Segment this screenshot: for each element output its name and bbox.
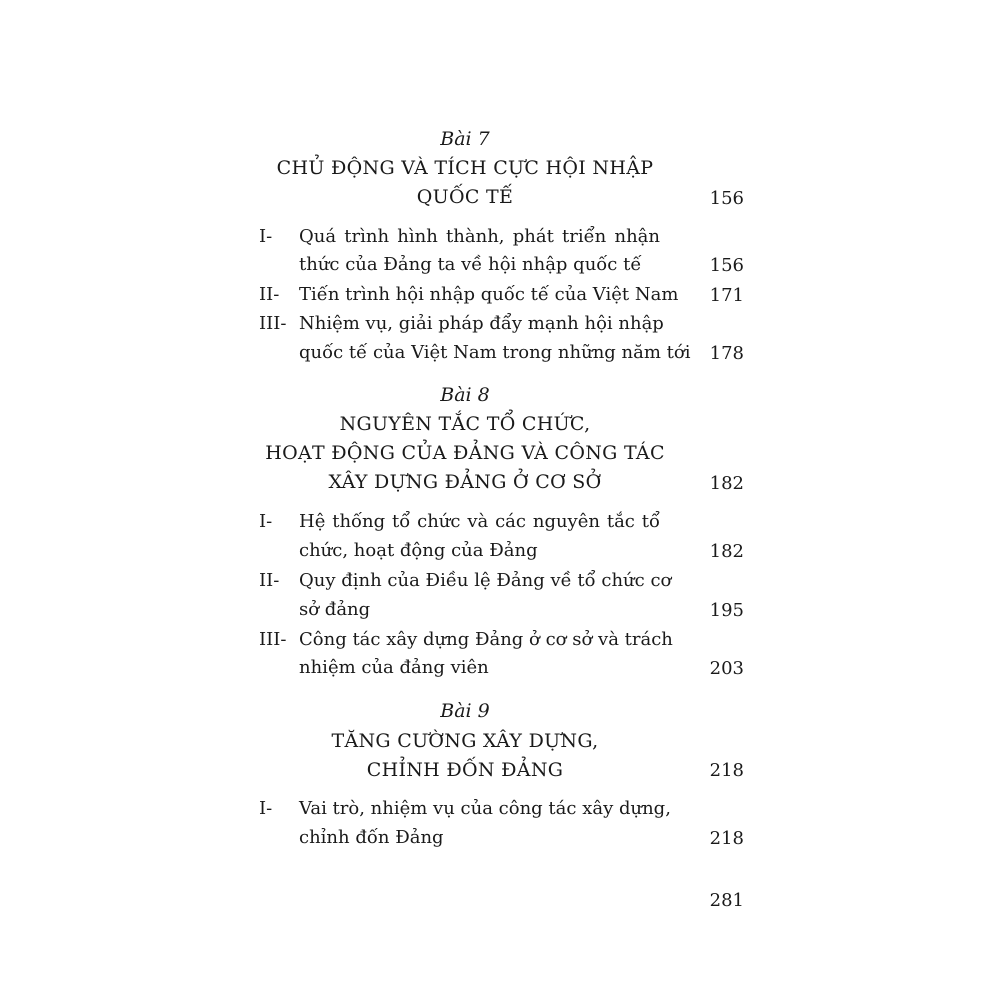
lesson-label: Bài 8	[440, 384, 490, 406]
section-number: I-	[259, 511, 273, 532]
lesson-page-number: 156	[709, 188, 744, 209]
section-title-line: Nhiệm vụ, giải pháp đẩy mạnh hội nhập	[299, 313, 664, 334]
section-page-number: 203	[709, 658, 744, 679]
lesson-page-number: 182	[709, 473, 744, 494]
lesson-title-line: NGUYÊN TẮC TỔ CHỨC,	[339, 413, 591, 435]
section-title-line: Quá trình hình thành, phát triển nhận	[299, 226, 660, 247]
section-page-number: 218	[709, 828, 744, 849]
section-page-number: 178	[709, 343, 744, 364]
section-page-number: 195	[709, 600, 744, 621]
lesson-title-line: XÂY DỰNG ĐẢNG Ở CƠ SỞ	[328, 471, 602, 493]
lesson-page-number: 218	[709, 760, 744, 781]
section-number: I-	[259, 226, 273, 247]
section-title-line: chỉnh đốn Đảng	[299, 827, 444, 848]
footer-page-number: 281	[709, 890, 744, 911]
section-title-line: chức, hoạt động của Đảng	[299, 540, 538, 561]
section-number: II-	[259, 570, 280, 591]
section-title-line: sở đảng	[299, 599, 371, 620]
lesson-label: Bài 9	[440, 700, 490, 722]
lesson-title-line: QUỐC TẾ	[416, 186, 514, 208]
section-number: III-	[259, 629, 287, 650]
lesson-title-line: CHỈNH ĐỐN ĐẢNG	[366, 759, 564, 781]
section-title-line: Quy định của Điều lệ Đảng về tổ chức cơ	[299, 570, 672, 591]
lesson-title-line: TĂNG CƯỜNG XÂY DỰNG,	[331, 730, 599, 752]
section-number: I-	[259, 798, 273, 819]
section-title-line: Hệ thống tổ chức và các nguyên tắc tổ	[299, 511, 660, 532]
section-title-line: Vai trò, nhiệm vụ của công tác xây dựng,	[299, 798, 671, 819]
section-title-line: thức của Đảng ta về hội nhập quốc tế	[299, 254, 642, 275]
section-title-line: Tiến trình hội nhập quốc tế của Việt Nam	[299, 284, 679, 305]
section-page-number: 182	[709, 541, 744, 562]
section-page-number: 171	[709, 285, 744, 306]
lesson-label: Bài 7	[440, 128, 490, 150]
section-number: III-	[259, 313, 287, 334]
section-page-number: 156	[709, 255, 744, 276]
section-title-line: nhiệm của đảng viên	[299, 657, 489, 678]
section-title-line: quốc tế của Việt Nam trong những năm tới	[299, 342, 691, 363]
lesson-title-line: HOẠT ĐỘNG CỦA ĐẢNG VÀ CÔNG TÁC	[265, 442, 665, 464]
lesson-title-line: CHỦ ĐỘNG VÀ TÍCH CỰC HỘI NHẬP	[276, 157, 654, 179]
section-number: II-	[259, 284, 280, 305]
section-title-line: Công tác xây dựng Đảng ở cơ sở và trách	[299, 629, 673, 650]
